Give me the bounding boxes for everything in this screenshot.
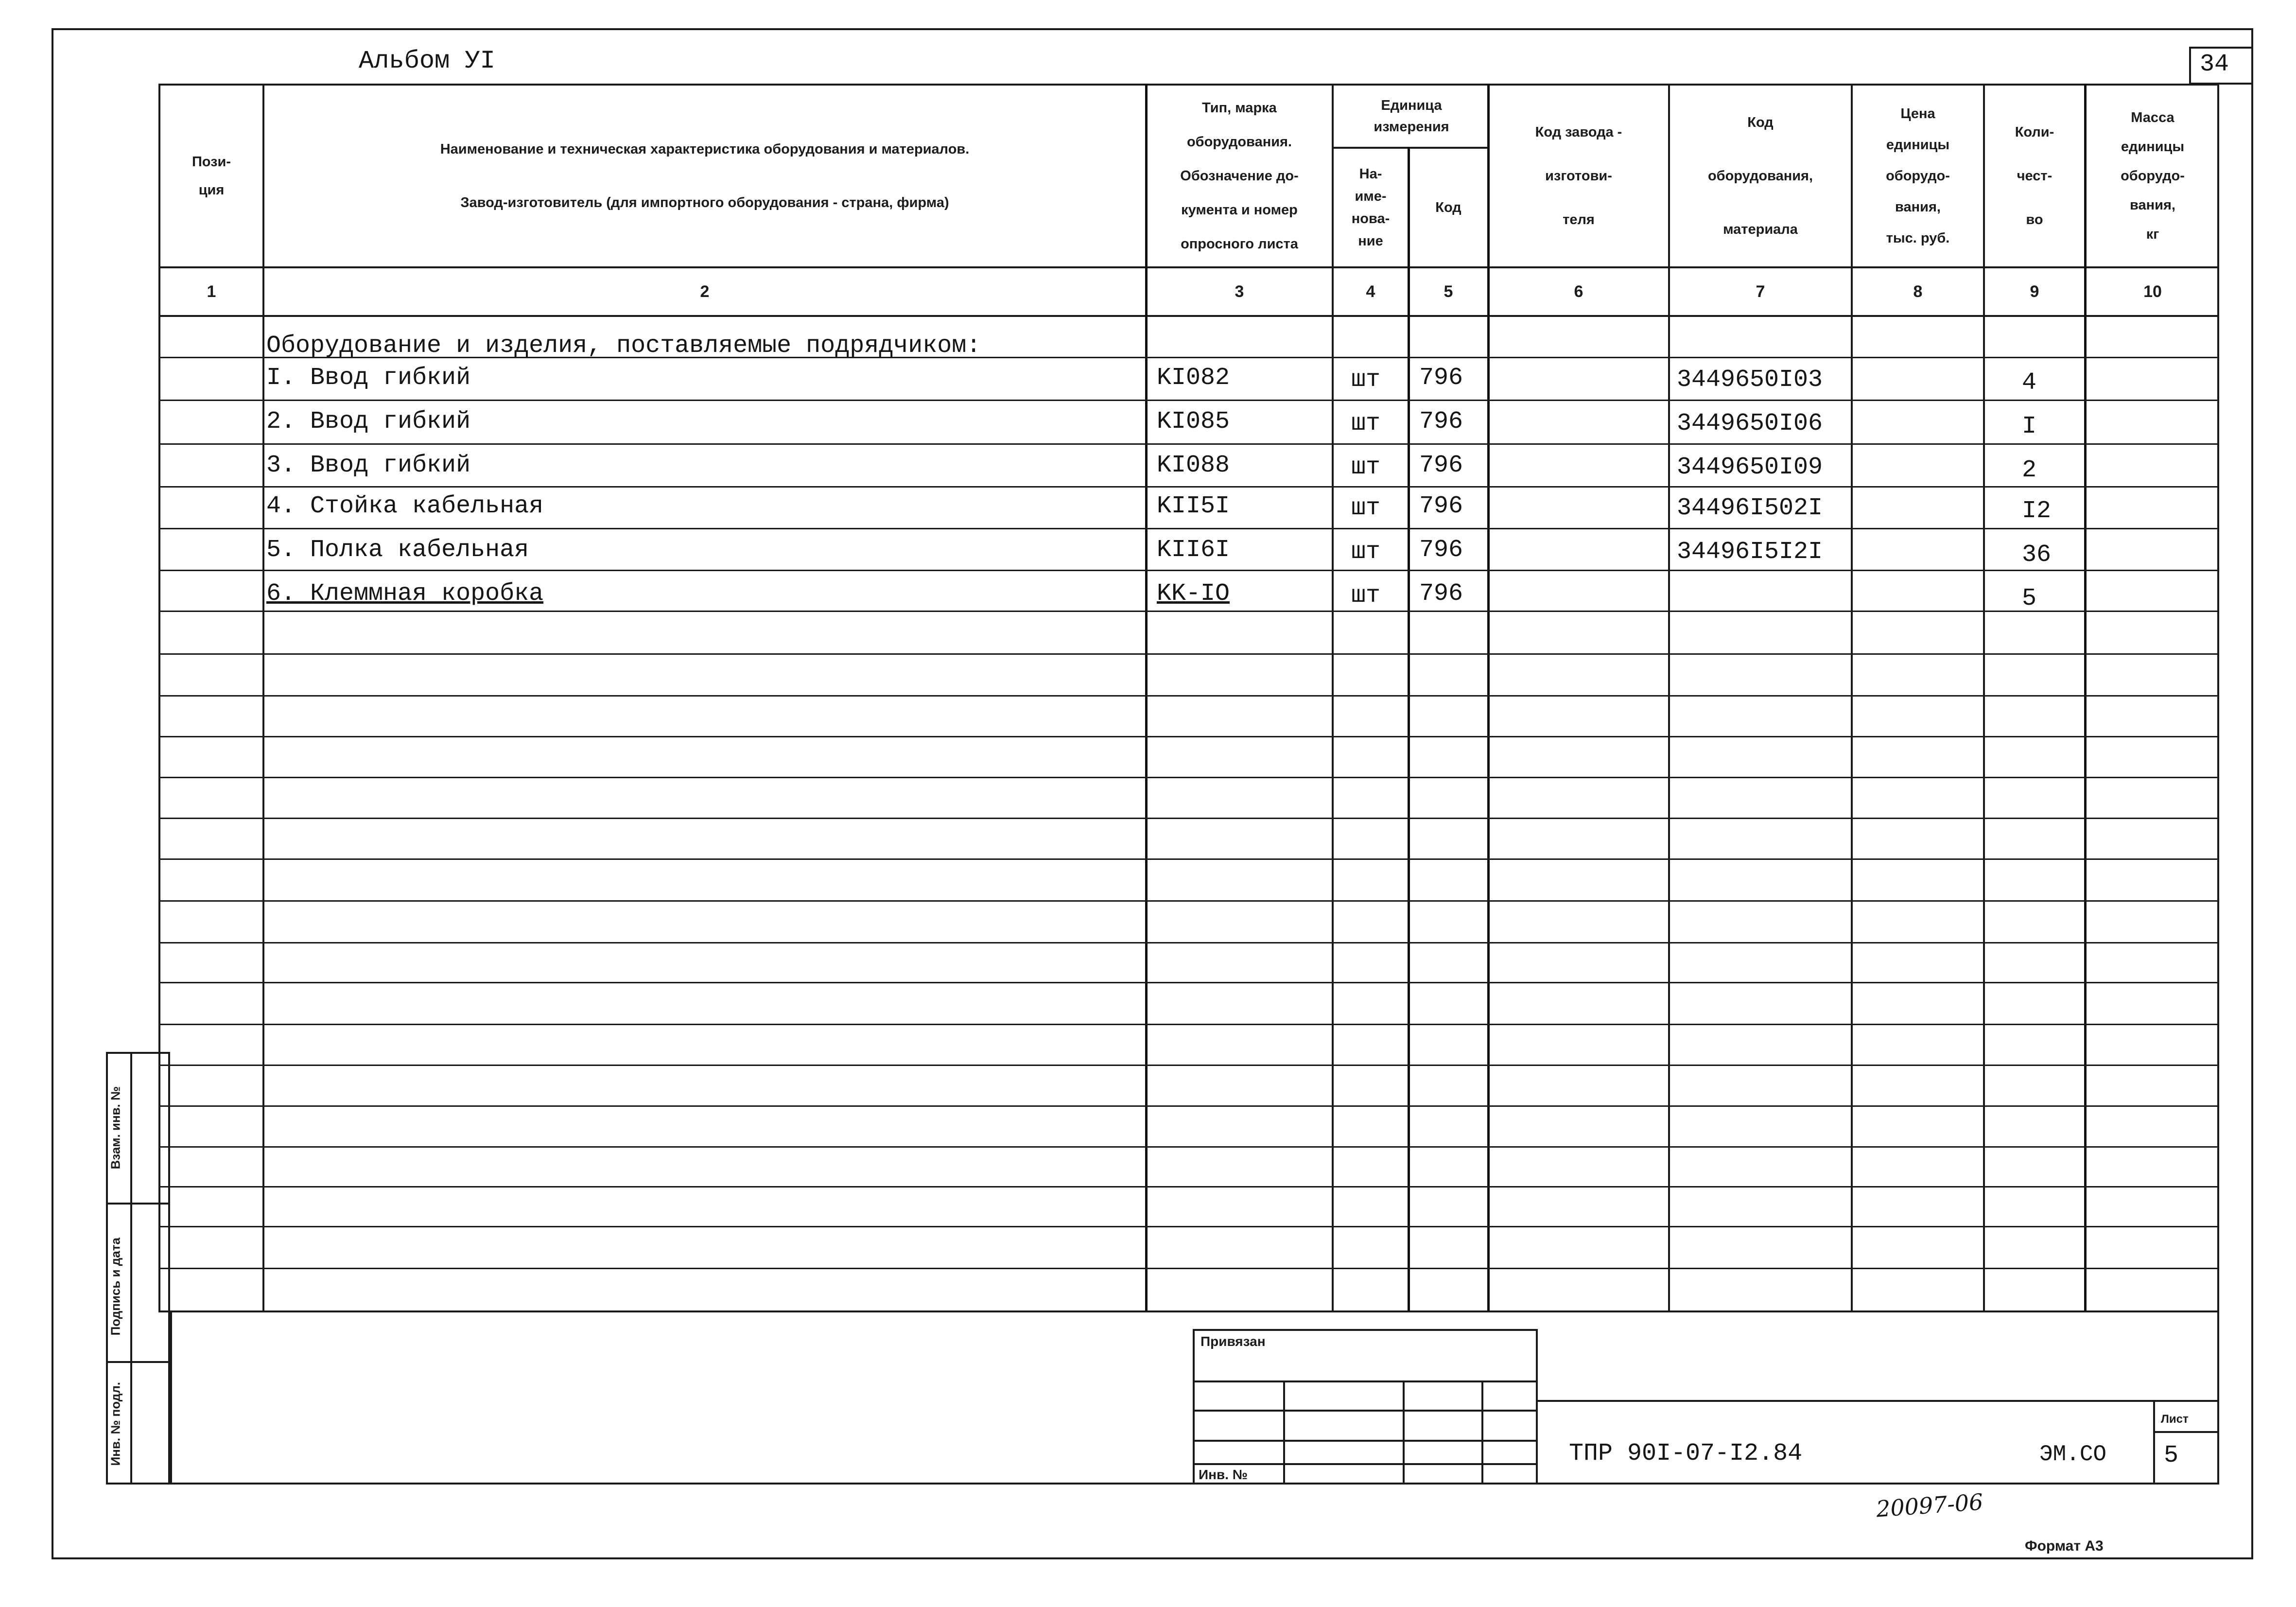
item-unit-code: 796 (1419, 536, 1463, 564)
row-divider (160, 653, 2219, 655)
item-unit-code: 796 (1419, 492, 1463, 520)
item-name: 5. Полка кабельная (266, 536, 529, 564)
side-label-sign-date: Подпись и дата (108, 1238, 123, 1336)
item-unit-code: 796 (1419, 364, 1463, 392)
row-divider (160, 1268, 2219, 1269)
item-quantity: 36 (2022, 541, 2052, 569)
row-divider (160, 611, 2219, 612)
column-number: 4 (1366, 282, 1375, 301)
row-divider (160, 1024, 2219, 1025)
item-unit: шт (1351, 538, 1381, 566)
row-divider (160, 1105, 2219, 1107)
row-divider (160, 900, 2219, 902)
row-divider (160, 1146, 2219, 1148)
header-unit: Единица измерения (1374, 98, 1449, 135)
item-type: KII6I (1157, 536, 1230, 564)
row-divider (160, 1226, 2219, 1227)
header-price: Цена единицы оборудо- вания, тыс. руб. (1886, 106, 1950, 246)
header-mass: Масса единицы оборудо- вания, кг (2121, 110, 2185, 242)
row-divider (160, 777, 2219, 778)
item-unit: шт (1351, 454, 1381, 481)
row-divider (160, 443, 2219, 445)
document-code: ТПР 90I-07-I2.84 (1569, 1440, 1803, 1467)
row-divider (160, 736, 2219, 737)
item-quantity: 2 (2022, 456, 2037, 484)
row-divider (160, 570, 2219, 571)
item-equipment-code: 3449650I06 (1677, 410, 1823, 437)
item-quantity: 4 (2022, 369, 2037, 397)
header-equipment-code: Код оборудования, материала (1707, 115, 1813, 237)
sheet-number: 5 (2164, 1442, 2179, 1469)
item-quantity: I (2022, 413, 2037, 440)
header-name: Наименование и техническая характеристика оборудования и материалов. Завод-изготовитель (для импортного оборудования - страна, фирма) (440, 141, 970, 210)
header-factory-code: Код завода - изготови- теля (1535, 124, 1622, 227)
item-unit-code: 796 (1419, 452, 1463, 479)
privyazan-stamp (1193, 1329, 1538, 1485)
column-number: 7 (1756, 282, 1765, 301)
item-quantity: I2 (2022, 497, 2052, 525)
item-unit: шт (1351, 410, 1381, 437)
column-number: 8 (1913, 282, 1923, 301)
handwritten-note: 20097-06 (1875, 1488, 1984, 1522)
item-name: I. Ввод гибкий (266, 364, 471, 392)
item-equipment-code: 34496I502I (1677, 494, 1823, 522)
item-type: KK-IO (1157, 580, 1230, 608)
item-type: KII5I (1157, 492, 1230, 520)
row-divider (160, 400, 2219, 401)
header-quantity: Коли- чест- во (2015, 124, 2054, 227)
item-quantity: 5 (2022, 585, 2037, 612)
row-divider (160, 486, 2219, 488)
side-label-inv-podl: Инв. № подл. (108, 1381, 123, 1466)
item-equipment-code: 3449650I03 (1677, 366, 1823, 394)
header-unit-name: На- име- нова- ние (1351, 166, 1390, 249)
item-unit-code: 796 (1419, 580, 1463, 608)
row-divider (160, 982, 2219, 983)
section-title: Оборудование и изделия, поставляемые подрядчиком: (266, 332, 981, 360)
inv-no-label: Инв. № (1199, 1467, 1248, 1482)
document-mark: ЭМ.СО (2039, 1442, 2107, 1467)
item-unit: шт (1351, 582, 1381, 610)
item-unit: шт (1351, 366, 1381, 394)
sheet-label: Лист (2161, 1413, 2189, 1426)
row-divider (160, 695, 2219, 697)
header-type: Тип, марка оборудования. Обозначение до- кумента и номер опросного листа (1180, 100, 1299, 252)
row-divider (160, 1065, 2219, 1066)
format-label: Формат А3 (2025, 1538, 2104, 1554)
item-type: KI082 (1157, 364, 1230, 392)
item-name: 4. Стойка кабельная (266, 492, 544, 520)
row-divider (160, 942, 2219, 943)
item-type: KI085 (1157, 408, 1230, 436)
item-name: 3. Ввод гибкий (266, 452, 471, 479)
header-unit-code: Код (1435, 200, 1461, 215)
page-number: 34 (2200, 51, 2229, 78)
item-unit-code: 796 (1419, 408, 1463, 436)
column-number: 10 (2143, 282, 2162, 301)
item-type: KI088 (1157, 452, 1230, 479)
column-number: 6 (1574, 282, 1583, 301)
item-equipment-code: 3449650I09 (1677, 454, 1823, 481)
row-divider (160, 1186, 2219, 1188)
column-number: 9 (2030, 282, 2039, 301)
row-divider (160, 528, 2219, 529)
privyazan-label: Привязан (1200, 1334, 1266, 1349)
column-number: 3 (1235, 282, 1244, 301)
item-name: 6. Клеммная коробка (266, 580, 544, 608)
column-number: 2 (700, 282, 710, 301)
item-name: 2. Ввод гибкий (266, 408, 471, 436)
item-unit: шт (1351, 494, 1381, 522)
header-position: Пози- ция (191, 154, 231, 198)
item-equipment-code: 34496I5I2I (1677, 538, 1823, 566)
column-number: 5 (1444, 282, 1453, 301)
side-label-inv-vzam: Взам. инв. № (108, 1086, 123, 1170)
album-title: Альбом УI (359, 47, 495, 75)
row-divider (160, 818, 2219, 819)
column-number: 1 (207, 282, 216, 301)
row-divider (160, 858, 2219, 860)
